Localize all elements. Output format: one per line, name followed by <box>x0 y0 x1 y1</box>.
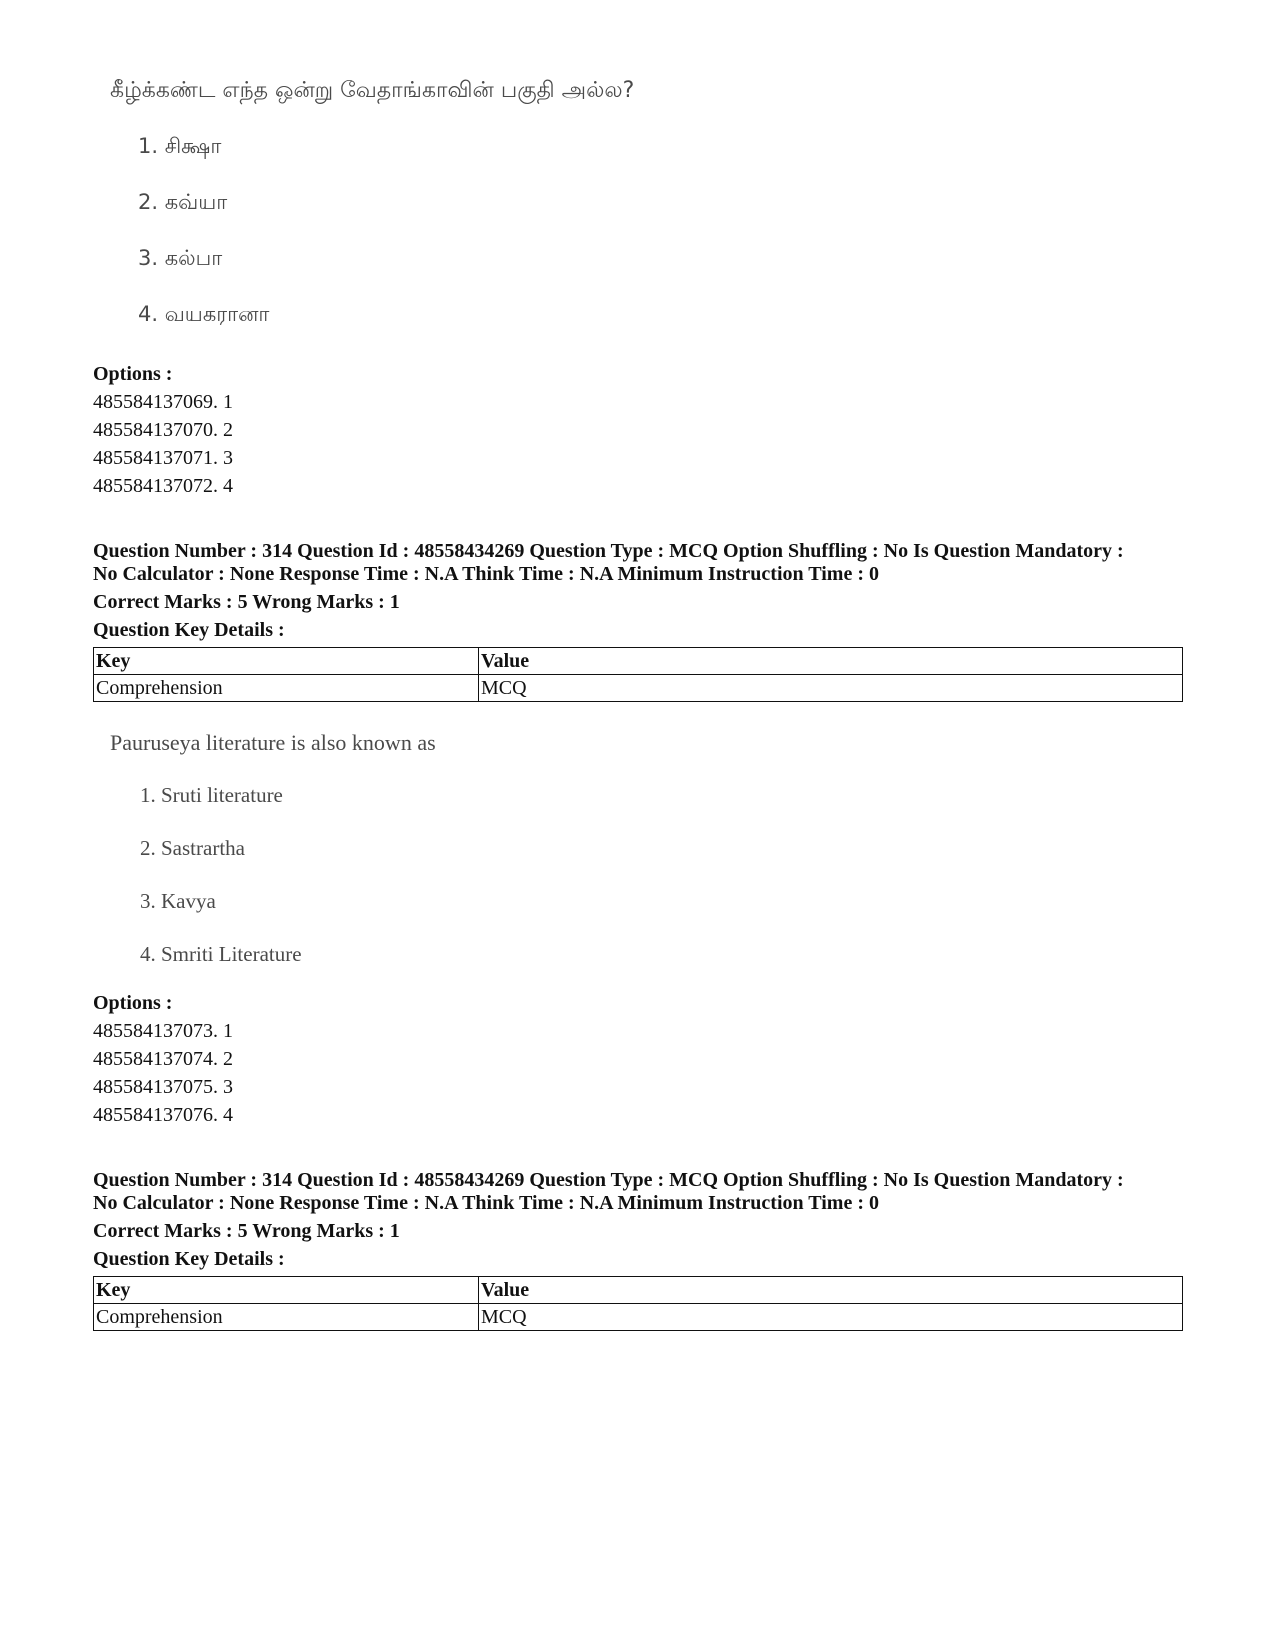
options-label: Options : <box>93 363 173 385</box>
question-text: கீழ்க்கண்ட எந்த ஒன்று வேதாங்காவின் பகுதி அல்ல? <box>110 78 635 103</box>
key-details-table <box>93 1276 1183 1331</box>
choice-1: 1. சிக்ஷா <box>138 134 222 158</box>
option-id-line: 485584137074. 2 <box>93 1048 233 1070</box>
option-id-line: 485584137069. 1 <box>93 391 233 413</box>
option-id-line: 485584137075. 3 <box>93 1076 233 1098</box>
table-cell-key: Comprehension <box>94 1304 479 1331</box>
choice-4: 4. Smriti Literature <box>140 942 302 966</box>
option-id-line: 485584137071. 3 <box>93 447 233 469</box>
table-row <box>94 1304 1183 1331</box>
table-cell-key: Comprehension <box>94 675 479 702</box>
marks-line: Correct Marks : 5 Wrong Marks : 1 <box>93 1220 400 1242</box>
question-meta-line-1: Question Number : 314 Question Id : 48558434269 Question Type : MCQ Option Shuffling : No Is Question Mandatory : <box>93 540 1124 562</box>
option-id-line: 485584137076. 4 <box>93 1104 233 1126</box>
marks-line: Correct Marks : 5 Wrong Marks : 1 <box>93 591 400 613</box>
table-header-row <box>94 648 1183 675</box>
key-details-label: Question Key Details : <box>93 619 285 641</box>
table-cell-value: MCQ <box>479 1304 1183 1331</box>
question-meta-line-2: No Calculator : None Response Time : N.A Think Time : N.A Minimum Instruction Time : 0 <box>93 1192 879 1214</box>
table-header-row <box>94 1277 1183 1304</box>
choice-2: 2. கவ்யா <box>138 190 228 214</box>
question-image-tamil <box>110 78 810 348</box>
table-row <box>94 675 1183 702</box>
table-header-value: Value <box>479 1277 1183 1304</box>
question-meta-line-1: Question Number : 314 Question Id : 48558434269 Question Type : MCQ Option Shuffling : No Is Question Mandatory : <box>93 1169 1124 1191</box>
option-id-line: 485584137073. 1 <box>93 1020 233 1042</box>
question-image-english <box>110 730 710 970</box>
key-details-label: Question Key Details : <box>93 1248 285 1270</box>
table-header-key: Key <box>94 648 479 675</box>
table-cell-value: MCQ <box>479 675 1183 702</box>
options-label: Options : <box>93 992 173 1014</box>
key-details-table <box>93 647 1183 702</box>
table-header-key: Key <box>94 1277 479 1304</box>
choice-1: 1. Sruti literature <box>140 783 283 807</box>
table-header-value: Value <box>479 648 1183 675</box>
question-text: Pauruseya literature is also known as <box>110 730 436 755</box>
choice-2: 2. Sastrartha <box>140 836 245 860</box>
option-id-line: 485584137070. 2 <box>93 419 233 441</box>
choice-3: 3. கல்பா <box>138 246 223 270</box>
choice-3: 3. Kavya <box>140 889 216 913</box>
option-id-line: 485584137072. 4 <box>93 475 233 497</box>
choice-4: 4. வயகரானா <box>138 302 270 326</box>
question-meta-line-2: No Calculator : None Response Time : N.A Think Time : N.A Minimum Instruction Time : 0 <box>93 563 879 585</box>
